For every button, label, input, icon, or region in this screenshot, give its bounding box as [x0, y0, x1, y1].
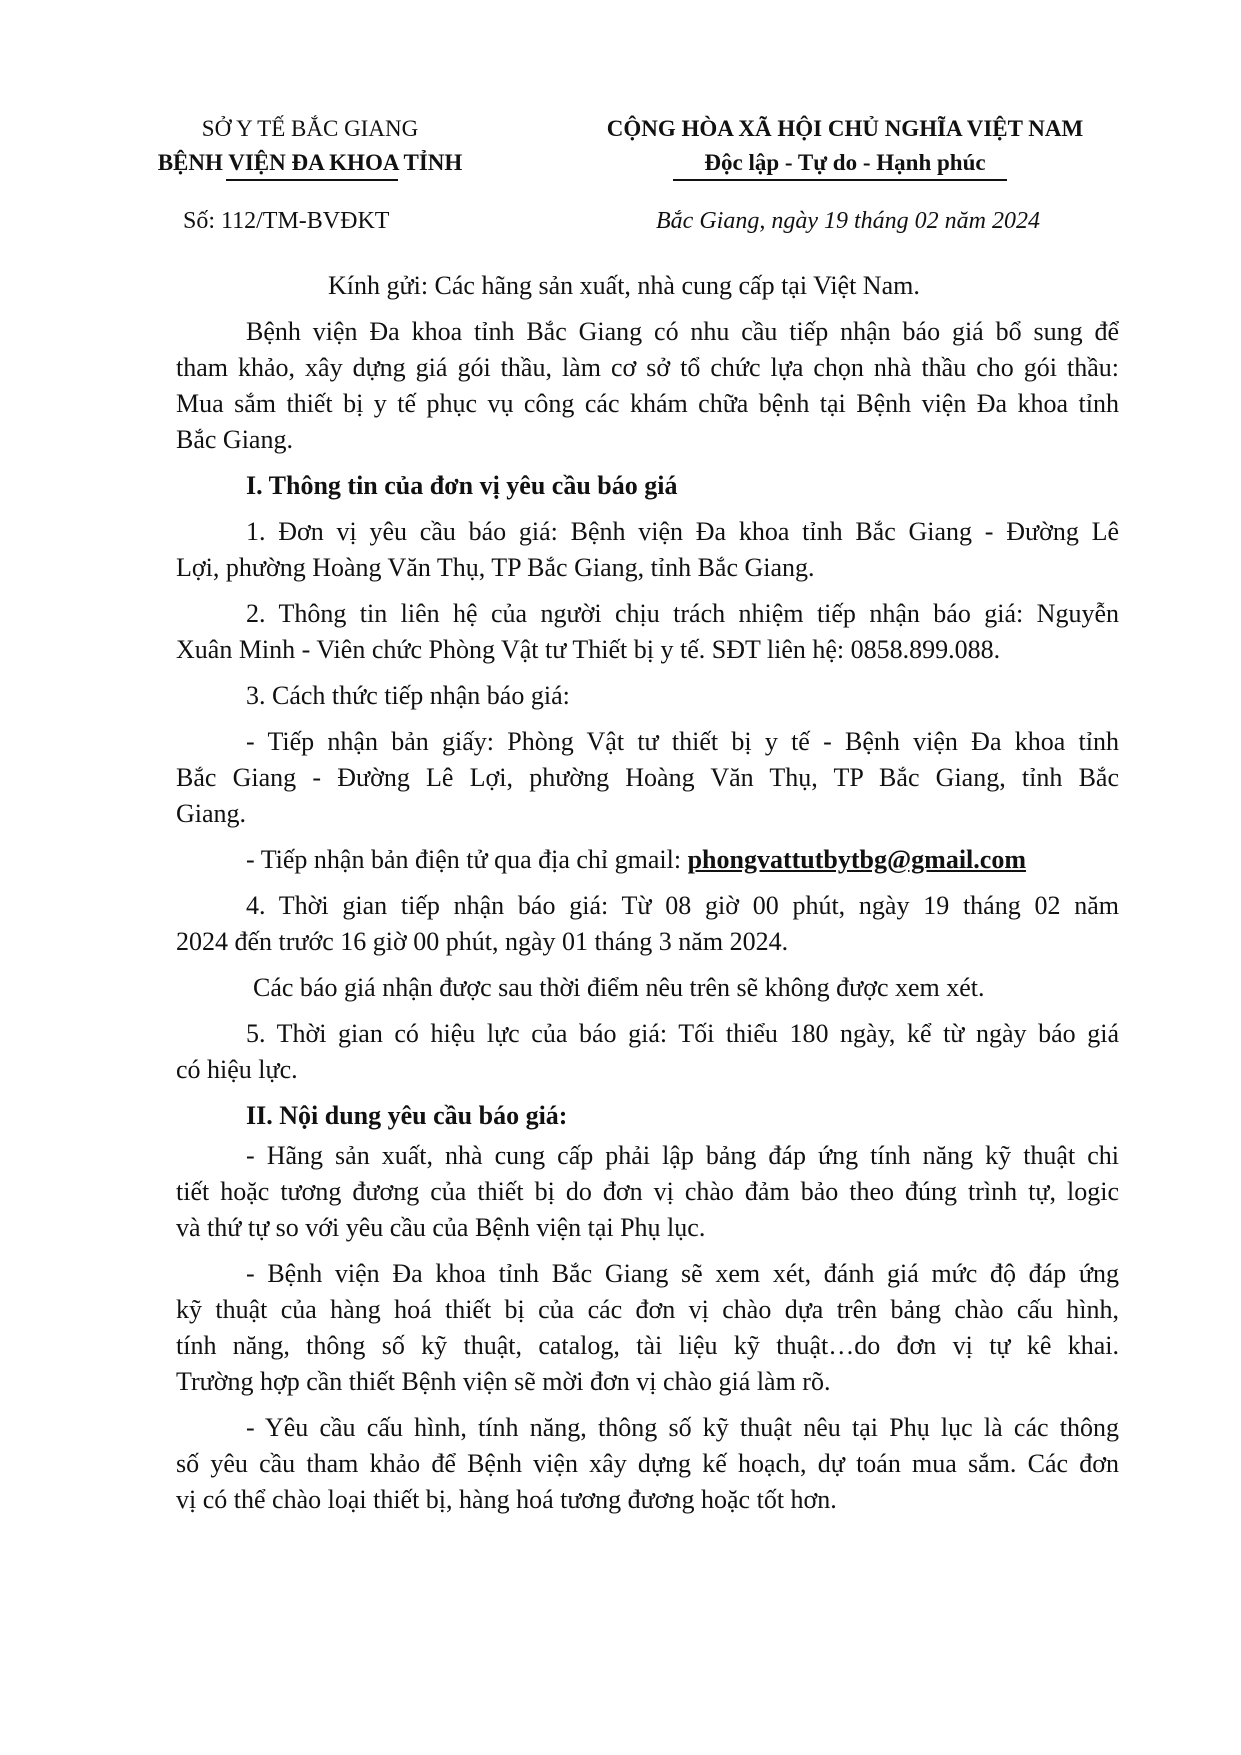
section-1-item-1 [176, 514, 1119, 586]
document-body [176, 268, 1119, 1518]
section-1-heading: I. Thông tin của đơn vị yêu cầu báo giá [246, 471, 678, 500]
department-name: SỞ Y TẾ BẮC GIANG [201, 116, 419, 141]
text-line: kỹ thuật của hàng hoá thiết bị của các đơn vị chào dựa trên bảng chào cấu hình, [176, 1295, 1119, 1324]
electronic-submission [176, 842, 1119, 878]
text-line: Bệnh viện Đa khoa tỉnh Bắc Giang có nhu cầu tiếp nhận báo giá bổ sung để [246, 317, 1119, 346]
document-date: Bắc Giang, ngày 19 tháng 02 năm 2024 [656, 208, 1040, 234]
text-line: Bắc Giang. [176, 425, 293, 454]
text-line: và thứ tự so với yêu cầu của Bệnh viện tại Phụ lục. [176, 1213, 706, 1242]
hospital-name-underline [226, 179, 398, 181]
text-line: 5. Thời gian có hiệu lực của báo giá: Tối thiểu 180 ngày, kể từ ngày báo giá [246, 1019, 1119, 1048]
text-line: Trường hợp cần thiết Bệnh viện sẽ mời đơn vị chào giá làm rõ. [176, 1367, 831, 1396]
text-line: tính năng, thông số kỹ thuật, catalog, tài liệu kỹ thuật…do đơn vị tự kê khai. [176, 1331, 1119, 1360]
text-line: - Hãng sản xuất, nhà cung cấp phải lập bảng đáp ứng tính năng kỹ thuật chi [246, 1141, 1119, 1170]
email-link[interactable]: phongvattutbytbg@gmail.com [687, 845, 1026, 874]
recipient-line: Kính gửi: Các hãng sản xuất, nhà cung cấp tại Việt Nam. [328, 271, 920, 300]
text-line: 2. Thông tin liên hệ của người chịu trách nhiệm tiếp nhận báo giá: Nguyễn [246, 599, 1119, 628]
section-2-heading: II. Nội dung yêu cầu báo giá: [246, 1101, 568, 1130]
text-line: Bắc Giang - Đường Lê Lợi, phường Hoàng Văn Thụ, TP Bắc Giang, tỉnh Bắc [176, 763, 1119, 792]
electronic-submission-label: - Tiếp nhận bản điện tử qua địa chỉ gmail: [246, 845, 688, 874]
section-2-paragraph-1 [176, 1138, 1119, 1246]
text-line: Giang. [176, 799, 247, 828]
text-line: 1. Đơn vị yêu cầu báo giá: Bệnh viện Đa khoa tỉnh Bắc Giang - Đường Lê [246, 517, 1119, 546]
section-2-paragraph-2 [176, 1256, 1119, 1400]
text-line: tiết hoặc tương đương của thiết bị do đơn vị chào đảm bảo theo đúng trình tự, logic [176, 1177, 1119, 1206]
text-line: vị có thể chào loại thiết bị, hàng hoá tương đương hoặc tốt hơn. [176, 1485, 837, 1514]
text-line: Mua sắm thiết bị y tế phục vụ công các khám chữa bệnh tại Bệnh viện Đa khoa tỉnh [176, 389, 1119, 418]
section-1-item-2 [176, 596, 1119, 668]
national-motto [560, 112, 1130, 180]
section-1-item-4 [176, 888, 1119, 960]
issuing-organization [110, 112, 510, 180]
document-number: Số: 112/TM-BVĐKT [183, 208, 390, 234]
text-line: Xuân Minh - Viên chức Phòng Vật tư Thiết bị y tế. SĐT liên hệ: 0858.899.088. [176, 635, 1001, 664]
text-line: - Bệnh viện Đa khoa tỉnh Bắc Giang sẽ xem xét, đánh giá mức độ đáp ứng [246, 1259, 1119, 1288]
text-line: có hiệu lực. [176, 1055, 298, 1084]
text-line: số yêu cầu tham khảo để Bệnh viện xây dựng kế hoạch, dự toán mua sắm. Các đơn [176, 1449, 1119, 1478]
motto: Độc lập - Tự do - Hạnh phúc [704, 150, 986, 175]
text-line: 4. Thời gian tiếp nhận báo giá: Từ 08 giờ 00 phút, ngày 19 tháng 02 năm [246, 891, 1119, 920]
text-line: tham khảo, xây dựng giá gói thầu, làm cơ sở tổ chức lựa chọn nhà thầu cho gói thầu: [176, 353, 1119, 382]
motto-underline [673, 179, 1007, 181]
text-line: - Yêu cầu cấu hình, tính năng, thông số kỹ thuật nêu tại Phụ lục là các thông [246, 1413, 1119, 1442]
text-line: Lợi, phường Hoàng Văn Thụ, TP Bắc Giang, tỉnh Bắc Giang. [176, 553, 815, 582]
paper-submission [176, 724, 1119, 832]
section-1-item-3: 3. Cách thức tiếp nhận báo giá: [246, 681, 570, 710]
hospital-name: BỆNH VIỆN ĐA KHOA TỈNH [157, 150, 463, 175]
text-line: 2024 đến trước 16 giờ 00 phút, ngày 01 tháng 3 năm 2024. [176, 927, 789, 956]
late-submission-note: Các báo giá nhận được sau thời điểm nêu trên sẽ không được xem xét. [253, 973, 985, 1002]
section-2-paragraph-3 [176, 1410, 1119, 1518]
section-1-item-5 [176, 1016, 1119, 1088]
intro-paragraph [176, 314, 1119, 458]
text-line: - Tiếp nhận bản giấy: Phòng Vật tư thiết bị y tế - Bệnh viện Đa khoa tỉnh [246, 727, 1119, 756]
country-name: CỘNG HÒA XÃ HỘI CHỦ NGHĨA VIỆT NAM [606, 116, 1084, 141]
